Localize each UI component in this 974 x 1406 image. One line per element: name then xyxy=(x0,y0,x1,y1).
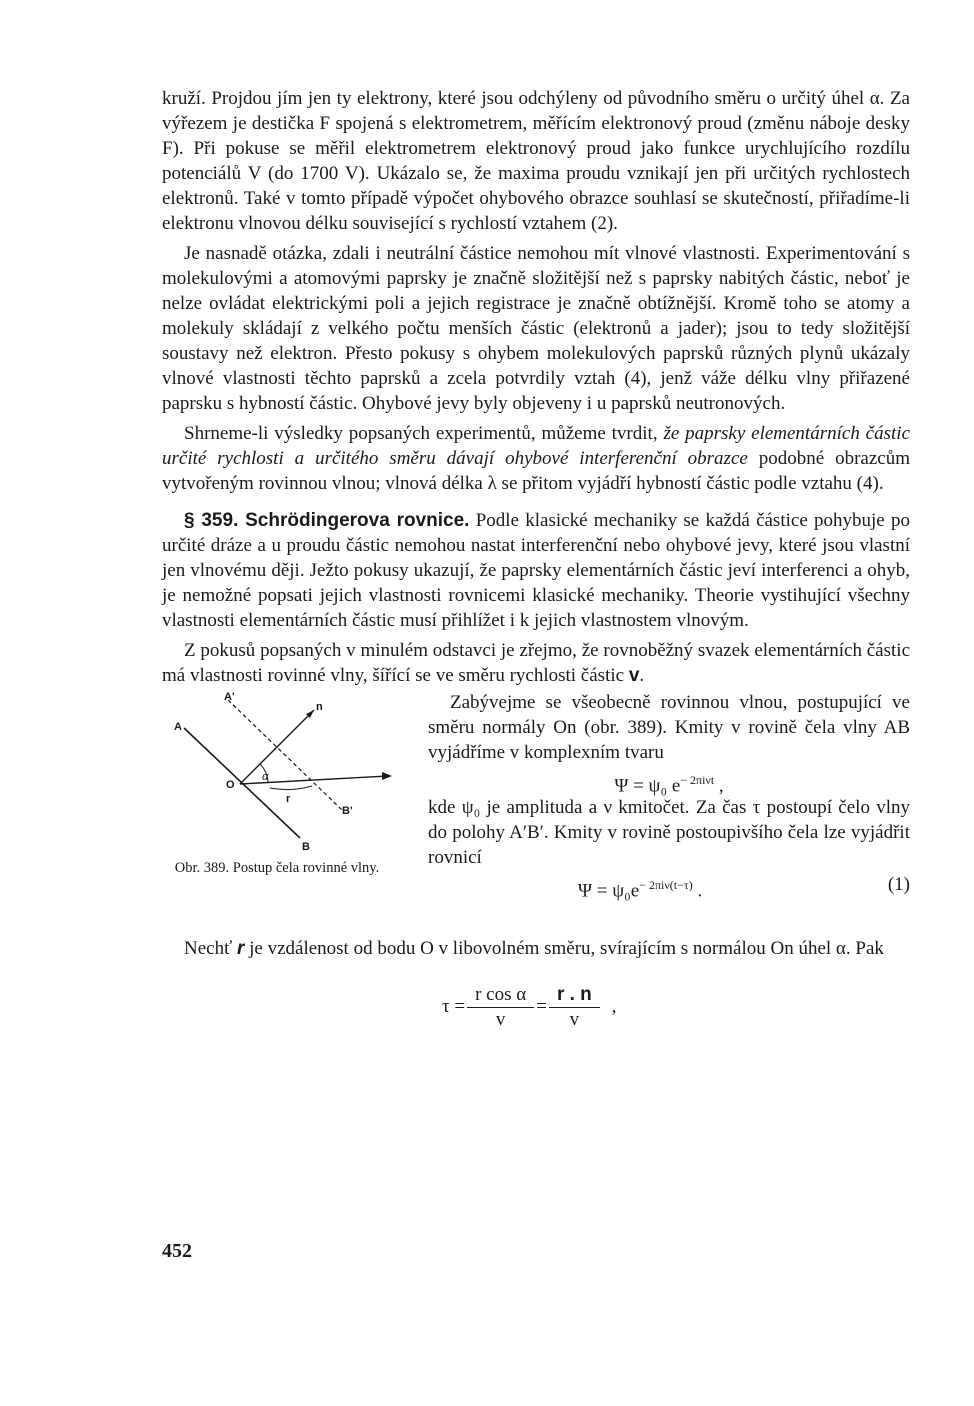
equation-1-tail: . xyxy=(692,880,703,902)
equation-tau-lhs: τ = xyxy=(442,996,466,1017)
paragraph-5 xyxy=(162,638,910,688)
fraction-1-numerator: r cos α xyxy=(475,983,527,1005)
page-content xyxy=(162,86,910,1037)
r-bracket xyxy=(270,786,312,790)
label-a: A xyxy=(174,721,182,733)
equation-tau-equals: = xyxy=(536,996,547,1017)
paragraph-8-end: je vzdálenost od bodu O v libovolném směru, svírajícím s normálou On úhel α. Pak xyxy=(244,938,884,959)
section-heading: § 359. Schrödingerova rovnice. xyxy=(184,510,470,531)
equation-tau xyxy=(162,977,910,1037)
paragraph-5-end: . xyxy=(639,665,645,686)
wavefront-a-prime-b-prime xyxy=(228,700,342,810)
paragraph-8-start: Nechť xyxy=(184,938,237,959)
equation-1-body xyxy=(578,870,702,906)
equation-wave-tail: , xyxy=(714,775,724,797)
velocity-vector-symbol: v xyxy=(628,665,640,686)
fraction-2-denominator: v xyxy=(549,1007,600,1032)
paragraph-3-start: Shrneme-li výsledky popsaných experimentů, můžeme tvrdit, xyxy=(184,423,664,444)
label-alpha: α xyxy=(262,771,269,783)
label-o: O xyxy=(226,779,235,791)
label-b: B xyxy=(302,841,310,853)
fraction-r-dot-n xyxy=(553,983,596,1032)
equation-1-number: (1) xyxy=(887,874,910,895)
label-n: n xyxy=(316,701,323,713)
equation-wave-base: Ψ = ψ₀ e xyxy=(614,775,681,797)
equation-1-exponent: − 2πiν(t−τ) xyxy=(639,878,693,892)
label-r: r xyxy=(286,793,291,805)
figure-side-text xyxy=(428,690,910,900)
paragraph-3-italic: že paprsky elementárních částic určité rychlosti a určitého směru dávají ohybové interferenční obrazce xyxy=(162,423,910,469)
figure-caption: Obr. 389. Postup čela rovinné vlny. xyxy=(174,860,380,876)
paragraph-6: Zabývejme se všeobecně rovinnou vlnou, postupující ve směru normály On (obr. 389). Kmity v rovině čela vlny AB vyjádříme v komplexním tvaru xyxy=(428,692,910,763)
figure-389 xyxy=(162,690,392,877)
vector-r-symbol: r xyxy=(236,938,245,959)
paragraph-8 xyxy=(162,936,910,961)
paragraph-4: Podle klasické mechaniky se každá částice pohybuje po určité dráze a u proudu částic nemohou nastat interferenční nebo ohybové jevy, které jsou vlastní jen vlnovému ději. Ježto pokusy ukazují, že paprsky elementárních částic jeví interferenci a ohyb, je nemožné popsati jejich vlastnosti rovnicemi klasické mechaniky. Theorie vystihující všechny vlastnosti elementárních částic musí přihlížet i k jejich vlastnostem vlnovým. xyxy=(162,510,910,631)
equation-tau-body xyxy=(442,977,617,1037)
paragraph-3-end: podobné obrazcům vytvořeným rovinnou vlnou; vlnová délka λ se přitom vyjádří hybností částic podle vztahu (4). xyxy=(162,448,910,494)
equation-1-base: Ψ = ψ₀e xyxy=(578,880,640,902)
paragraph-section-359 xyxy=(162,508,910,633)
paragraph-1: kruží. Projdou jím jen ty elektrony, které jsou odchýleny od původního směru o určitý úhel α. Za výřezem je destička F spojená s elektrometrem, měřícím elektronový proud (změnu náboje desky F). Při pokuse se měřil elektrometrem elektronový proud jako funkce urychlujícího rozdílu potenciálů V (do 1700 V). Ukázalo se, že maxima proudu vznikají jen při určitých rychlostech elektronů. Také v tomto případě výpočet ohybového obrazce souhlasí se skutečností, přiřadíme-li elektronu vlnovou délku související s rychlostí vztahem (2). xyxy=(162,88,910,234)
paragraph-2: Je nasnadě otázka, zdali i neutrální částice nemohou mít vlnové vlastnosti. Experimentování s molekulovými a atomovými paprsky je značně složitější než s paprsky nabitých částic, neboť je nelze ovládat elektrickými poli a jejich registrace je značně obtížnější. Kromě toho se atomy a molekuly skládají z velkého počtu menších částic (elektronů a jader); jsou to tedy složitější soustavy než elektron. Přesto pokusy s ohybem molekulových paprsků různých plynů ukázaly vlnové vlastnosti těchto paprsků a zcela potvrdily vztah (4), jenž váže délku vlny přiřazené paprsku s hybností částic. Ohybové jevy byly objeveny i u paprsků neutronových. xyxy=(162,243,910,414)
wavefront-a-b xyxy=(184,728,300,838)
equation-1 xyxy=(428,870,910,900)
fraction-r-cos-alpha xyxy=(471,983,530,1032)
fraction-1-denominator: v xyxy=(467,1007,534,1032)
label-b-prime: B' xyxy=(342,805,353,817)
page-number: 452 xyxy=(162,1240,192,1262)
wavefront-diagram xyxy=(162,690,392,860)
equation-wave-exponent: − 2πiνt xyxy=(680,773,715,787)
normal-line-on xyxy=(240,710,314,784)
paragraph-3 xyxy=(162,421,910,496)
figure-area xyxy=(162,690,910,930)
label-a-prime: A' xyxy=(224,691,235,703)
fraction-2-numerator: r . n xyxy=(556,983,592,1005)
paragraph-5-start: Z pokusů popsaných v minulém odstavci je zřejmo, že rovnoběžný svazek elementárních částic má vlastnosti rovinné vlny, šířící se ve směru rychlosti částic xyxy=(162,640,910,686)
equation-wave xyxy=(428,765,910,795)
direction-arrowhead xyxy=(382,772,392,780)
paragraph-7: kde ψ₀ je amplituda a ν kmitočet. Za čas τ postoupí čelo vlny do polohy A′B′. Kmity v rovině postoupivšího čela lze vyjádřit rovnicí xyxy=(428,797,910,868)
equation-tau-tail: , xyxy=(611,996,617,1017)
